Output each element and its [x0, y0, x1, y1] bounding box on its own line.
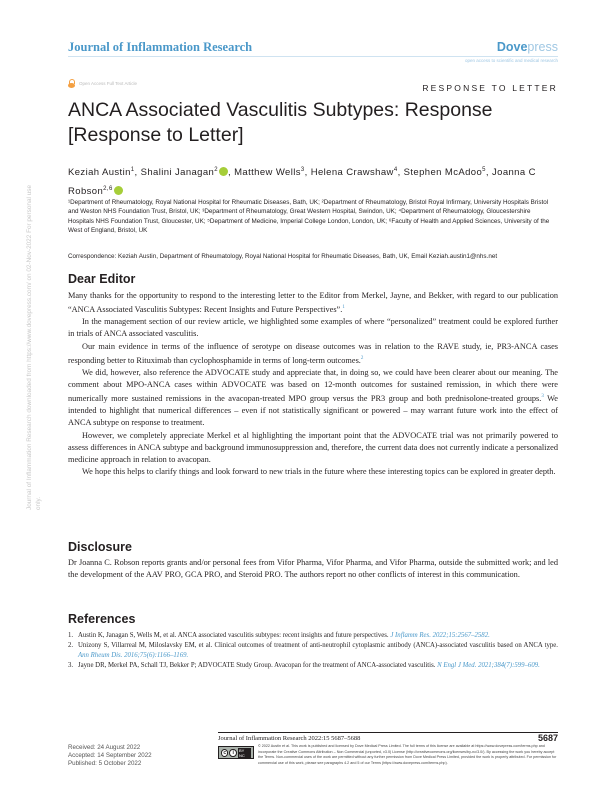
reference-item [68, 631, 558, 641]
reference-text [78, 641, 558, 661]
body-paragraph [68, 430, 558, 467]
author-affiliation-sup: 4 [393, 167, 398, 173]
author-affiliation-sup: 3 [300, 167, 305, 173]
license-text: © 2022 Austin et al. This work is published and licensed by Dove Medical Press Limited. The full terms of this license are available at https://www.dovepress.com/terms.php and incorporate the Creative Commons Attribution – Non Commercial (unported, v3.0) License (http://creativecommons.org/licenses/by-nc/3.0/). By accessing the work you hereby accept the Terms. Non-commercial uses of the work are permitted without any further permission from Dove Medical Press Limited, provided the work is properly attributed. For permission for commercial use of this work, please see paragraphs 4.2 and 5 of our Terms (https://www.dovepress.com/terms.php). [258, 744, 557, 765]
paragraph-text: Our main evidence in terms of the influence of serotype on disease outcomes was in relation to the RAVE study, ie, PR3-ANCA cases responding better to Rituximab than cyclophosphamide in terms of long-term outcomes. [68, 341, 558, 365]
reference-item [68, 661, 558, 671]
author-name[interactable] [234, 167, 305, 178]
reference-journal-link[interactable]: N Engl J Med [437, 662, 475, 669]
publisher-sub: press [527, 40, 558, 54]
author-separator: , [485, 167, 492, 179]
cc-license-tag: BY NC [238, 748, 251, 758]
download-watermark: Journal of Inflammation Research downloaded from https://www.dovepress.com/ on 02-Nov-2022 For personal use only. [26, 184, 42, 510]
author-name-text: Matthew Wells [234, 167, 301, 179]
author-name[interactable] [311, 167, 398, 178]
reference-volume[interactable]: . 2022;15:2567–2582. [429, 632, 490, 639]
author-name-text: Shalini Janagan [140, 167, 215, 179]
orcid-icon[interactable] [114, 186, 123, 195]
body-paragraph [68, 367, 558, 430]
reference-text [78, 631, 558, 641]
reference-journal-link[interactable]: Ann Rheum Dis [78, 652, 121, 659]
reference-body: Jayne DR, Merkel PA, Schall TJ, Bekker P; ADVOCATE Study Group. Avacopan for the treatment of ANCA-associated vasculitis. [78, 662, 438, 669]
article-type: RESPONSE TO LETTER [422, 83, 558, 93]
reference-number: 1. [68, 632, 74, 639]
reference-body: Unizony S, Villarreal M, Miloslavsky EM, et al. Clinical outcomes of treatment of anti-neutrophil cytoplasmic antibody (ANCA)-associated vasculitis based on ANCA type. [78, 642, 558, 649]
publisher-main: Dove [496, 40, 528, 54]
accepted-date: Accepted: 14 September 2022 [68, 752, 152, 759]
author-separator: , [227, 167, 235, 179]
page-number: 5687 [537, 733, 558, 743]
author-affiliation-sup: 2,6 [103, 186, 113, 193]
author-name-text: Helena Crawshaw [310, 167, 394, 179]
open-access-label: Open Access Full Text Article [79, 81, 137, 86]
body-paragraph [68, 316, 558, 340]
body-paragraph [68, 466, 558, 478]
author-name-text: Joanna C Robson [68, 167, 536, 198]
paragraph-text: We did, however, also reference the ADVOCATE study and appreciate that, in doing so, we could have been clearer about our meaning. The comment about MPO-ANCA cases within ADVOCATE was based on 12-month outcomes for sustained remission, in which there were numerically more sustained remissions in the avacopan-treated MPO group versus the PR3 group and both prednisolone-treated groups. [68, 367, 558, 403]
disclosure-text: Dr Joanna C. Robson reports grants and/or personal fees from Vifor Pharma, Vifor Pharma, and Vifor Pharma, outside the submitted work; and led the development of the AAV PRO, GCA PRO, and Steroid PRO. The authors report no other conflicts of interest in this communication. [68, 558, 558, 580]
author-affiliation-sup: 2 [214, 167, 218, 173]
letter-body [68, 290, 558, 478]
publisher-logo[interactable] [497, 40, 558, 54]
affiliations: ¹Department of Rheumatology, Royal National Hospital for Rheumatic Diseases, Bath, UK; ²Department of Rheumatology, Bristol Royal Infirmary, University Hospitals Bristol and Weston NHS Foundation Trust, Bristol, UK; ³Department of Rheumatology, Great Western Hospital, Swindon, UK; ⁴Department of Rheumatology, Gloucestershire Hospitals NHS Foundation Trust, Gloucester, UK; ⁵Department of Medicine, Imperial College London, London, UK; ⁶Faculty of Health and Applied Sciences, University of the West of England, Bristol, UK [68, 199, 550, 235]
cc-icon: c [221, 749, 228, 757]
author-name[interactable] [404, 167, 486, 178]
author-name-text: Stephen McAdoo [403, 167, 483, 179]
published-date: Published: 5 October 2022 [68, 760, 142, 767]
creative-commons-badge[interactable] [218, 746, 254, 759]
author-separator: , [304, 167, 311, 179]
author-affiliation-sup: 1 [130, 167, 135, 173]
dear-editor-heading: Dear Editor [68, 272, 136, 286]
body-paragraph [68, 290, 558, 316]
orcid-icon[interactable] [219, 167, 228, 176]
author-affiliation-sup: 5 [482, 167, 486, 173]
paragraph-text: Many thanks for the opportunity to respond to the interesting letter to the Editor from Merkel, Jayne, and Bekker, with regard to our publication “ANCA Associated Vasculitis Subtypes: Recent Insights and Future Perspectives”. [68, 291, 558, 314]
body-paragraph [68, 341, 558, 367]
open-access-lock-icon [68, 79, 75, 88]
reference-number: 3. [68, 662, 74, 669]
citation-link[interactable]: 2 [360, 355, 364, 361]
header-divider [68, 56, 558, 57]
reference-volume[interactable]: . 2016;75(6):1166–1169. [120, 652, 189, 659]
author-separator: , [397, 167, 404, 179]
reference-body: Austin K, Janagan S, Wells M, et al. ANCA associated vasculitis subtypes: recent insights and future perspectives. [78, 632, 391, 639]
reference-number: 2. [68, 642, 74, 649]
reference-item [68, 641, 558, 661]
citation-link[interactable]: 1 [342, 305, 345, 311]
publication-dates [68, 744, 152, 768]
reference-list [68, 631, 558, 671]
disclosure-heading: Disclosure [68, 540, 132, 554]
author-name-text: Keziah Austin [68, 167, 131, 179]
correspondence: Correspondence: Keziah Austin, Department of Rheumatology, Royal National Hospital for Rheumatic Diseases, Bath, UK, Email Keziah.austin1@nhs.net [68, 253, 498, 260]
author-separator: , [134, 167, 141, 179]
footer-citation[interactable]: Journal of Inflammation Research 2022:15 5687–5688 [218, 735, 361, 742]
article-title: ANCA Associated Vasculitis Subtypes: Response [Response to Letter] [68, 99, 493, 146]
paragraph-text: We hope this helps to clarify things and look forward to new trials in the future where these interesting topics can be explored in greater depth. [82, 467, 556, 477]
paragraph-text: In the management section of our review article, we highlighted some examples of where “personalized” treatment could be explored further in trials of ANCA associated vasculitis. [68, 317, 558, 339]
paragraph-text: We intended to highlight that numerical differences – even if not statistically significant or powered – may warrant future work into the effect of ANCA subtype on response to treatment. [68, 393, 558, 428]
journal-name: Journal of Inflammation Research [68, 40, 253, 54]
received-date: Received: 24 August 2022 [68, 744, 141, 751]
reference-text [78, 661, 558, 671]
reference-journal-link[interactable]: J Inflamm Res [390, 632, 430, 639]
references-heading: References [68, 612, 136, 626]
author-list [68, 162, 558, 200]
author-name[interactable] [68, 167, 135, 178]
by-icon: i [229, 749, 236, 757]
footer-divider [218, 732, 558, 733]
open-access-row [68, 79, 137, 88]
author-name[interactable] [141, 167, 228, 178]
paragraph-text: However, we completely appreciate Merkel et al highlighting the important point that the ADVOCATE trial was not primarily powered to assess differences in ANCA subtype and background immunosuppression and, therefore, the current data does not currently indicate a personalized medicine approach in relation to avacopan. [68, 430, 558, 464]
citation-link[interactable]: 3 [541, 394, 544, 400]
reference-volume[interactable]: . 2021;384(7):599–609. [474, 662, 540, 669]
publisher-tagline: open access to scientific and medical research [464, 58, 558, 63]
